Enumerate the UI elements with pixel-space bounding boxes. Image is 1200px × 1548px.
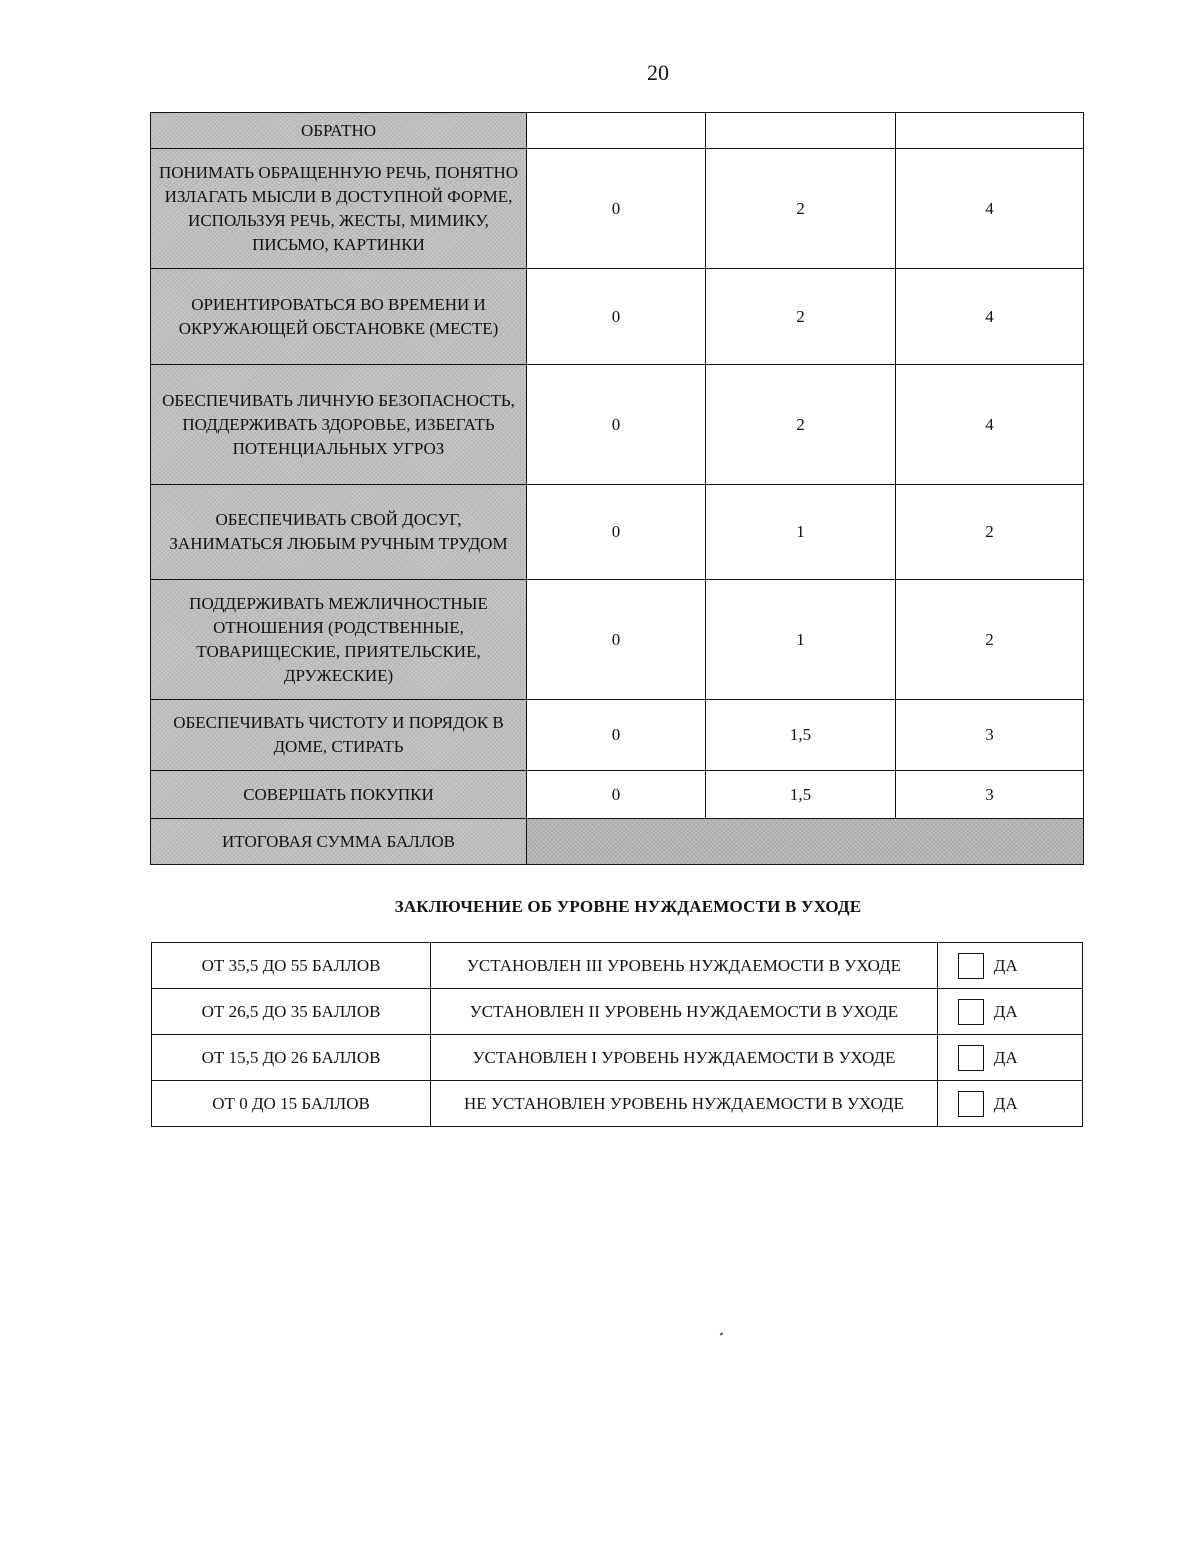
score-cell-c: 2: [896, 485, 1084, 580]
score-cell-c: 2: [896, 580, 1084, 700]
score-cell-b: 1,5: [706, 771, 896, 819]
level-row: [152, 943, 1083, 989]
score-cell-a: 0: [527, 580, 706, 700]
scan-speck: [720, 1332, 724, 1335]
total-label: ИТОГОВАЯ СУММА БАЛЛОВ: [151, 819, 527, 865]
activity-label: ОБЕСПЕЧИВАТЬ ЛИЧНУЮ БЕЗОПАСНОСТЬ, ПОДДЕРЖИВАТЬ ЗДОРОВЬЕ, ИЗБЕГАТЬ ПОТЕНЦИАЛЬНЫХ УГРОЗ: [151, 365, 527, 485]
score-cell-c: 4: [896, 269, 1084, 365]
level-check-cell: [937, 989, 1082, 1035]
score-table: [150, 112, 1084, 865]
score-cell-b: 2: [706, 269, 896, 365]
level-description: УСТАНОВЛЕН III УРОВЕНЬ НУЖДАЕМОСТИ В УХОДЕ: [431, 943, 938, 989]
level-range: ОТ 0 ДО 15 БАЛЛОВ: [152, 1081, 431, 1127]
activity-label: ПОДДЕРЖИВАТЬ МЕЖЛИЧНОСТНЫЕ ОТНОШЕНИЯ (РОДСТВЕННЫЕ, ТОВАРИЩЕСКИЕ, ПРИЯТЕЛЬСКИЕ, ДРУЖЕСКИЕ): [151, 580, 527, 700]
score-cell-a: 0: [527, 269, 706, 365]
activity-label: ОБРАТНО: [151, 113, 527, 149]
score-row: [151, 113, 1084, 149]
yes-checkbox[interactable]: [958, 999, 984, 1025]
level-range: ОТ 26,5 ДО 35 БАЛЛОВ: [152, 989, 431, 1035]
score-cell-a: [527, 113, 706, 149]
activity-label: СОВЕРШАТЬ ПОКУПКИ: [151, 771, 527, 819]
level-row: [152, 1035, 1083, 1081]
total-value-cell[interactable]: [527, 819, 1084, 865]
score-cell-a: 0: [527, 485, 706, 580]
level-range: ОТ 35,5 ДО 55 БАЛЛОВ: [152, 943, 431, 989]
score-cell-a: 0: [527, 771, 706, 819]
activity-label: ОБЕСПЕЧИВАТЬ СВОЙ ДОСУГ, ЗАНИМАТЬСЯ ЛЮБЫМ РУЧНЫМ ТРУДОМ: [151, 485, 527, 580]
score-cell-c: 3: [896, 771, 1084, 819]
level-row: [152, 989, 1083, 1035]
score-cell-c: 4: [896, 365, 1084, 485]
level-check-cell: [937, 1081, 1082, 1127]
need-level-table: [151, 942, 1083, 1127]
conclusion-title: ЗАКЛЮЧЕНИЕ ОБ УРОВНЕ НУЖДАЕМОСТИ В УХОДЕ: [394, 897, 862, 916]
score-cell-b: 1: [706, 580, 896, 700]
yes-checkbox[interactable]: [958, 1091, 984, 1117]
score-cell-c: [896, 113, 1084, 149]
score-row: [151, 580, 1084, 700]
score-cell-a: 0: [527, 365, 706, 485]
score-row: [151, 149, 1084, 269]
score-cell-a: 0: [527, 149, 706, 269]
score-cell-b: 1: [706, 485, 896, 580]
level-description: УСТАНОВЛЕН I УРОВЕНЬ НУЖДАЕМОСТИ В УХОДЕ: [431, 1035, 938, 1081]
level-description: УСТАНОВЛЕН II УРОВЕНЬ НУЖДАЕМОСТИ В УХОДЕ: [431, 989, 938, 1035]
activity-label: ОБЕСПЕЧИВАТЬ ЧИСТОТУ И ПОРЯДОК В ДОМЕ, СТИРАТЬ: [151, 700, 527, 771]
score-cell-b: [706, 113, 896, 149]
score-cell-b: 2: [706, 365, 896, 485]
yes-checkbox[interactable]: [958, 1045, 984, 1071]
yes-label: ДА: [993, 955, 1018, 975]
score-row: [151, 365, 1084, 485]
activity-label: ОРИЕНТИРОВАТЬСЯ ВО ВРЕМЕНИ И ОКРУЖАЮЩЕЙ ОБСТАНОВКЕ (МЕСТЕ): [151, 269, 527, 365]
score-cell-b: 1,5: [706, 700, 896, 771]
score-row: [151, 771, 1084, 819]
score-row: [151, 269, 1084, 365]
yes-checkbox[interactable]: [958, 953, 984, 979]
level-check-cell: [937, 943, 1082, 989]
score-cell-b: 2: [706, 149, 896, 269]
level-row: [152, 1081, 1083, 1127]
score-cell-a: 0: [527, 700, 706, 771]
yes-label: ДА: [993, 1047, 1018, 1067]
score-cell-c: 3: [896, 700, 1084, 771]
level-range: ОТ 15,5 ДО 26 БАЛЛОВ: [152, 1035, 431, 1081]
activity-label: ПОНИМАТЬ ОБРАЩЕННУЮ РЕЧЬ, ПОНЯТНО ИЗЛАГАТЬ МЫСЛИ В ДОСТУПНОЙ ФОРМЕ, ИСПОЛЬЗУЯ РЕЧЬ, ЖЕСТЫ, МИМИКУ, ПИСЬМО, КАРТИНКИ: [151, 149, 527, 269]
yes-label: ДА: [993, 1001, 1018, 1021]
score-row: [151, 485, 1084, 580]
total-row: [151, 819, 1084, 865]
score-row: [151, 700, 1084, 771]
yes-label: ДА: [993, 1093, 1018, 1113]
level-description: НЕ УСТАНОВЛЕН УРОВЕНЬ НУЖДАЕМОСТИ В УХОДЕ: [431, 1081, 938, 1127]
score-cell-c: 4: [896, 149, 1084, 269]
level-check-cell: [937, 1035, 1082, 1081]
page-number: 20: [647, 60, 669, 85]
